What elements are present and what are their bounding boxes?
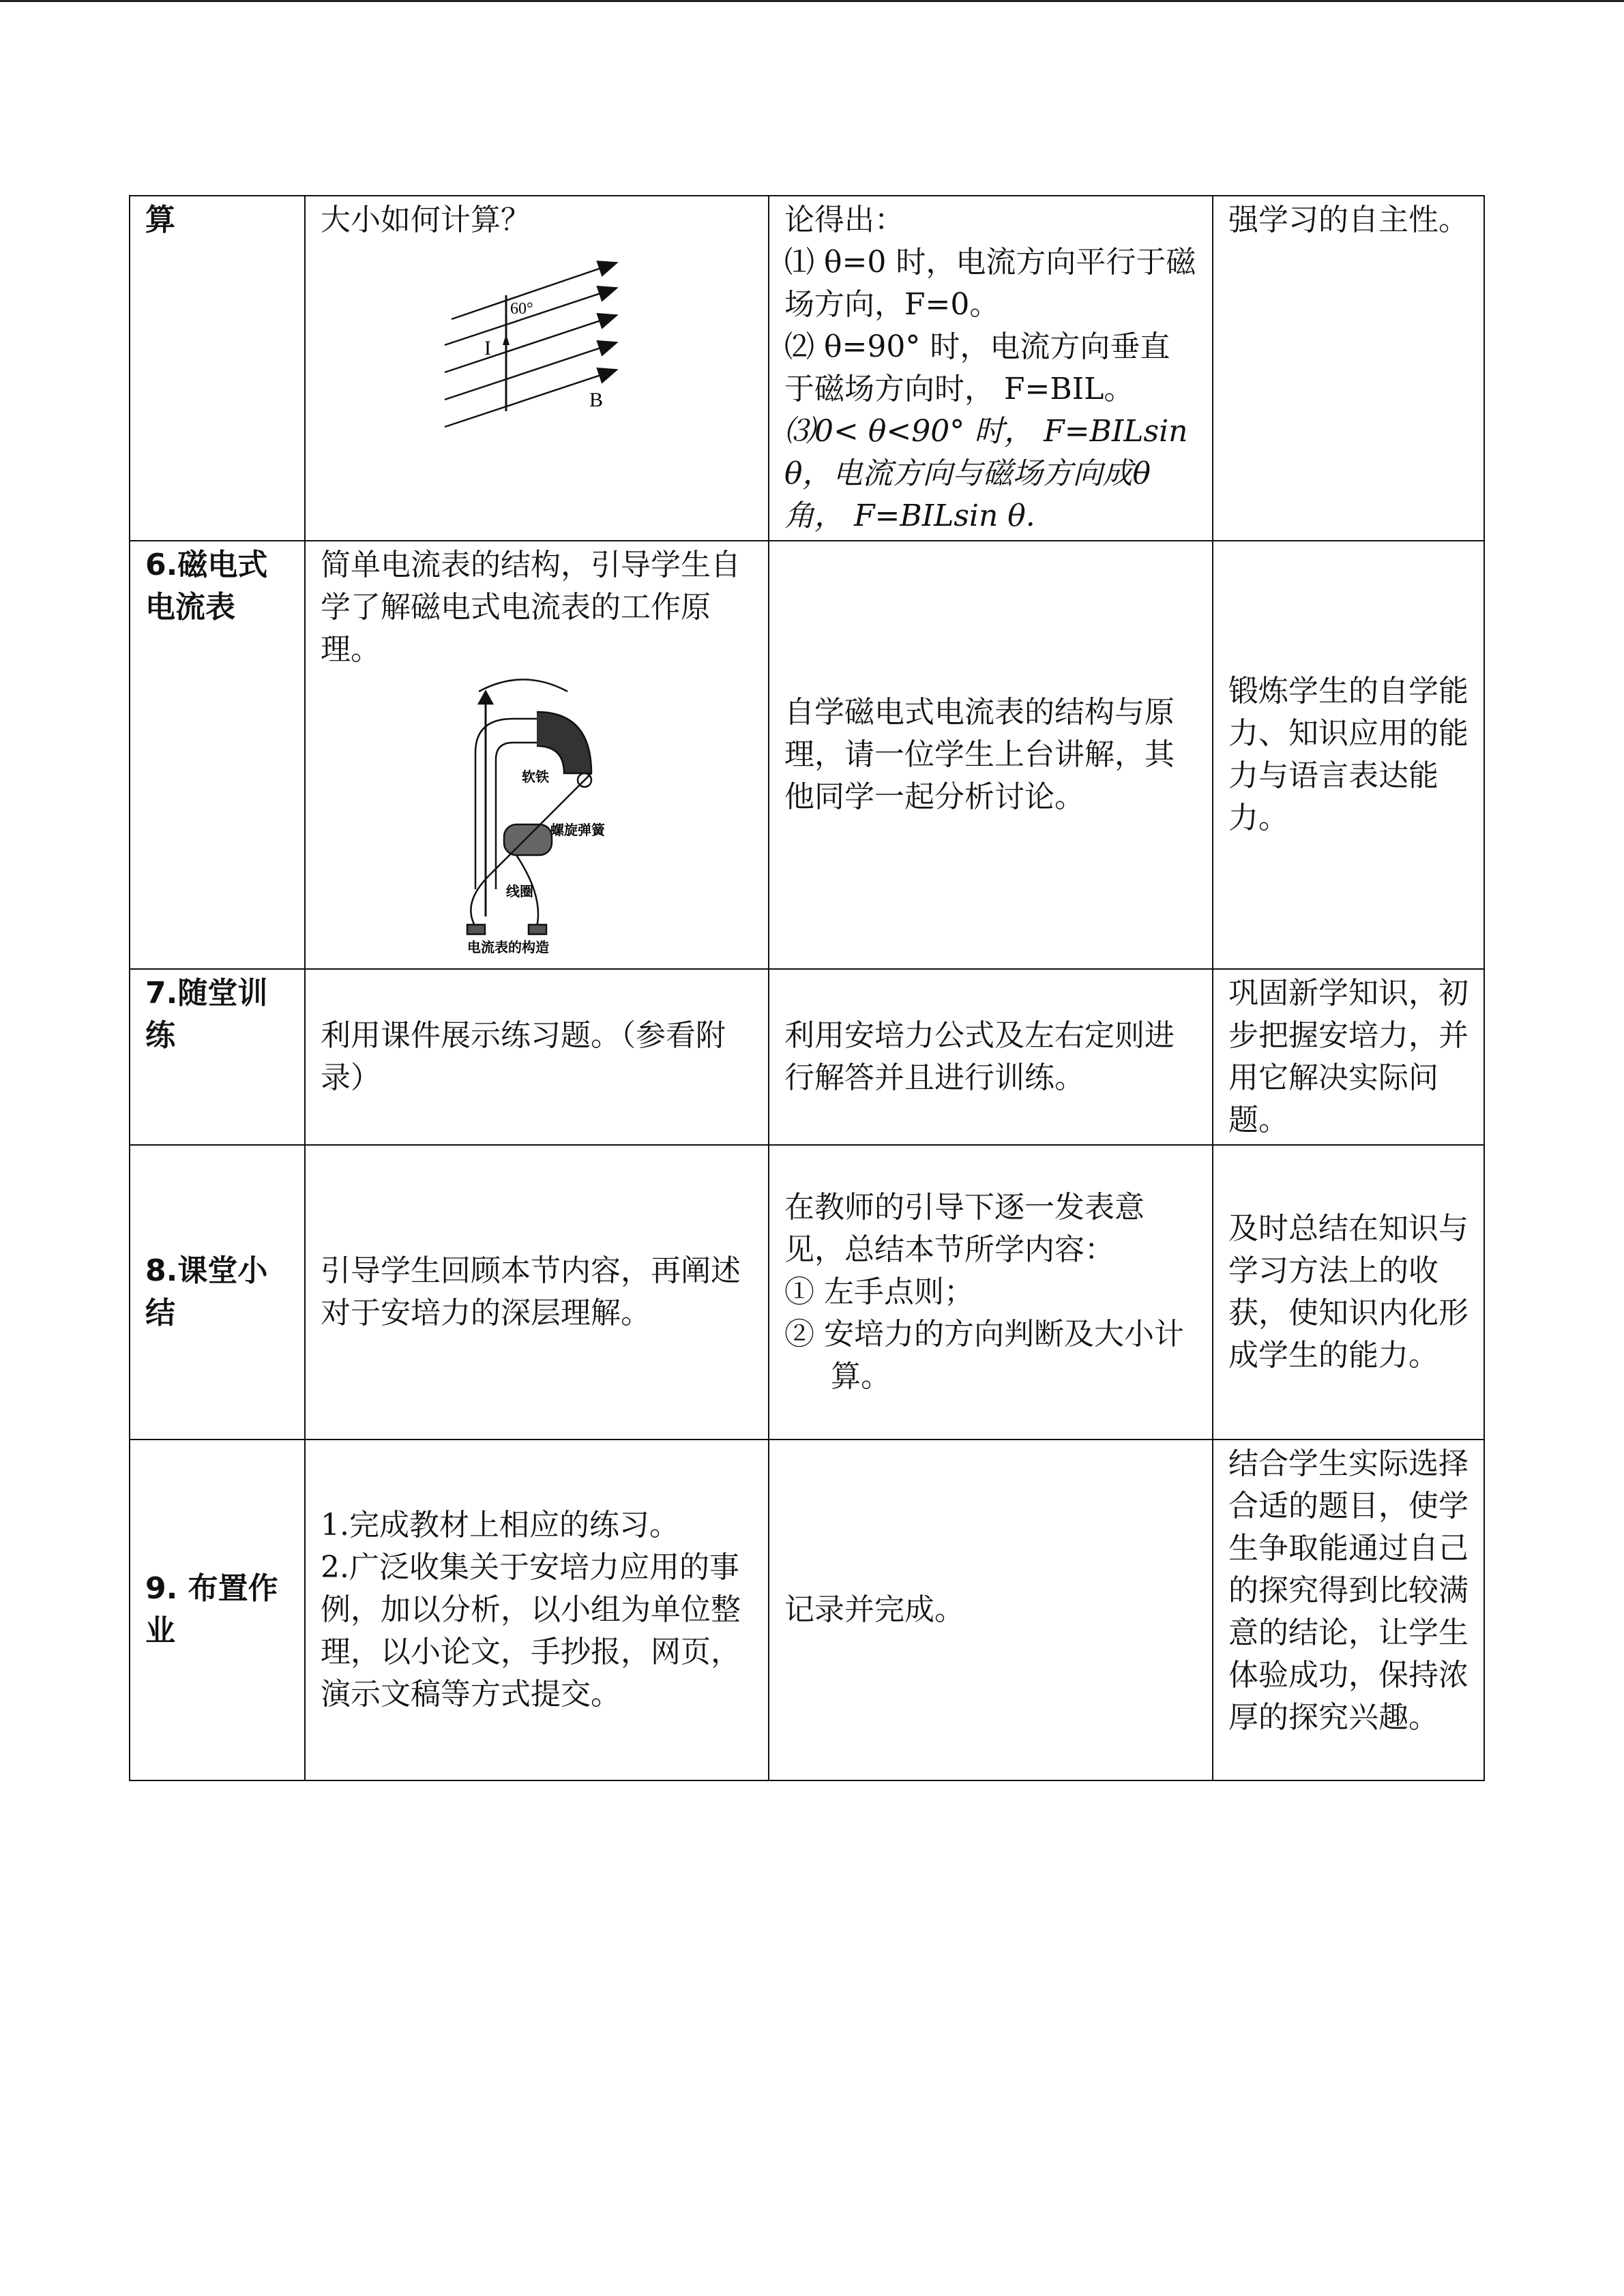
table-row: [130, 1145, 1484, 1440]
student-activity-cell: [769, 196, 1213, 541]
teacher-activity-cell: [305, 541, 769, 969]
spring-label: 螺旋弹簧: [550, 822, 605, 838]
list-item: 1.完成教材上相应的练习。: [321, 1508, 679, 1542]
coil: [504, 824, 552, 855]
student-summary-intro: 在教师的引导下逐一发表意见，总结本节所学内容：: [784, 1190, 1145, 1267]
student-activity-cell: 记录并完成。: [769, 1440, 1213, 1780]
purpose-cell: 及时总结在知识与学习方法上的收获，使知识内化形成学生的能力。: [1213, 1145, 1484, 1440]
table-row: [130, 969, 1484, 1145]
student-line: ⑵ θ=90° 时，电流方向垂直于磁场方向时， F=BIL。: [784, 329, 1170, 406]
table-row: [130, 541, 1484, 969]
stage-cell: 算: [130, 196, 305, 541]
purpose-cell: 巩固新学知识，初步把握安培力，并用它解决实际问题。: [1213, 969, 1484, 1145]
stage-cell: 6.磁电式电流表: [130, 541, 305, 969]
list-item: ① 左手点则；: [784, 1274, 974, 1309]
field-line: [445, 316, 615, 372]
field-label: B: [589, 389, 604, 411]
list-item: ② 安培力的方向判断及大小计算。: [784, 1317, 1184, 1394]
magnet-pole: [537, 712, 591, 773]
stage-cell: 7.随堂训练: [130, 969, 305, 1145]
teacher-activity-cell: [305, 1440, 769, 1780]
lesson-plan-table: [129, 195, 1485, 1781]
table-row: [130, 196, 1484, 541]
terminal: [529, 925, 546, 934]
student-line: 论得出：: [784, 203, 904, 237]
angle-label: 60°: [510, 300, 533, 318]
purpose-cell: 结合学生实际选择合适的题目，使学生争取能通过自己的探究得到比较满意的结论，让学生体验成功，保持浓厚的探究兴趣。: [1213, 1440, 1484, 1780]
figure-caption: 电流表的构造: [467, 939, 549, 955]
student-activity-cell: 利用安培力公式及左右定则进行解答并且进行训练。: [769, 969, 1213, 1145]
teacher-activity-cell: [305, 196, 769, 541]
field-line: [452, 263, 615, 319]
scale-arc: [479, 680, 567, 692]
galvanometer-structure-diagram: [448, 671, 625, 957]
teacher-activity-cell: 引导学生回顾本节内容，再阐述对于安培力的深层理解。: [305, 1145, 769, 1440]
purpose-cell: 强学习的自主性。: [1213, 196, 1484, 541]
current-label: I: [484, 337, 491, 359]
terminal: [467, 925, 485, 934]
ampere-force-angle-diagram: [438, 258, 636, 435]
table-row: [130, 1440, 1484, 1780]
pointer-tip: [479, 691, 492, 704]
teacher-activity-text: 简单电流表的结构，引导学生自学了解磁电式电流表的工作原理。: [321, 548, 741, 667]
student-activity-cell: 自学磁电式电流表的结构与原理，请一位学生上台讲解，其他同学一起分析讨论。: [769, 541, 1213, 969]
student-line: ⑴ θ=0 时，电流方向平行于磁场方向，F=0。: [784, 245, 1196, 322]
teacher-activity-cell: 利用课件展示练习题。（参看附录）: [305, 969, 769, 1145]
current-arrow: [503, 334, 510, 345]
coil-label: 线圈: [506, 883, 533, 899]
soft-iron-label: 软铁: [522, 769, 549, 785]
purpose-cell: 锻炼学生的自学能力、知识应用的能力与语言表达能力。: [1213, 541, 1484, 969]
teacher-activity-text: 大小如何计算？: [321, 203, 531, 237]
student-line: ⑶0< θ<90° 时， F=BILsin θ，电流方向与磁场方向成θ角， F=BILsin θ.: [784, 414, 1188, 533]
student-activity-cell: [769, 1145, 1213, 1440]
stage-cell: 9. 布置作业: [130, 1440, 305, 1780]
magnet-inner: [496, 743, 537, 889]
page-top-border: [0, 0, 1624, 2]
list-item: 2.广泛收集关于安培力应用的事例，加以分析，以小组为单位整理，以小论文，手抄报，网页，演示文稿等方式提交。: [321, 1550, 741, 1712]
stage-cell: 8.课堂小结: [130, 1145, 305, 1440]
